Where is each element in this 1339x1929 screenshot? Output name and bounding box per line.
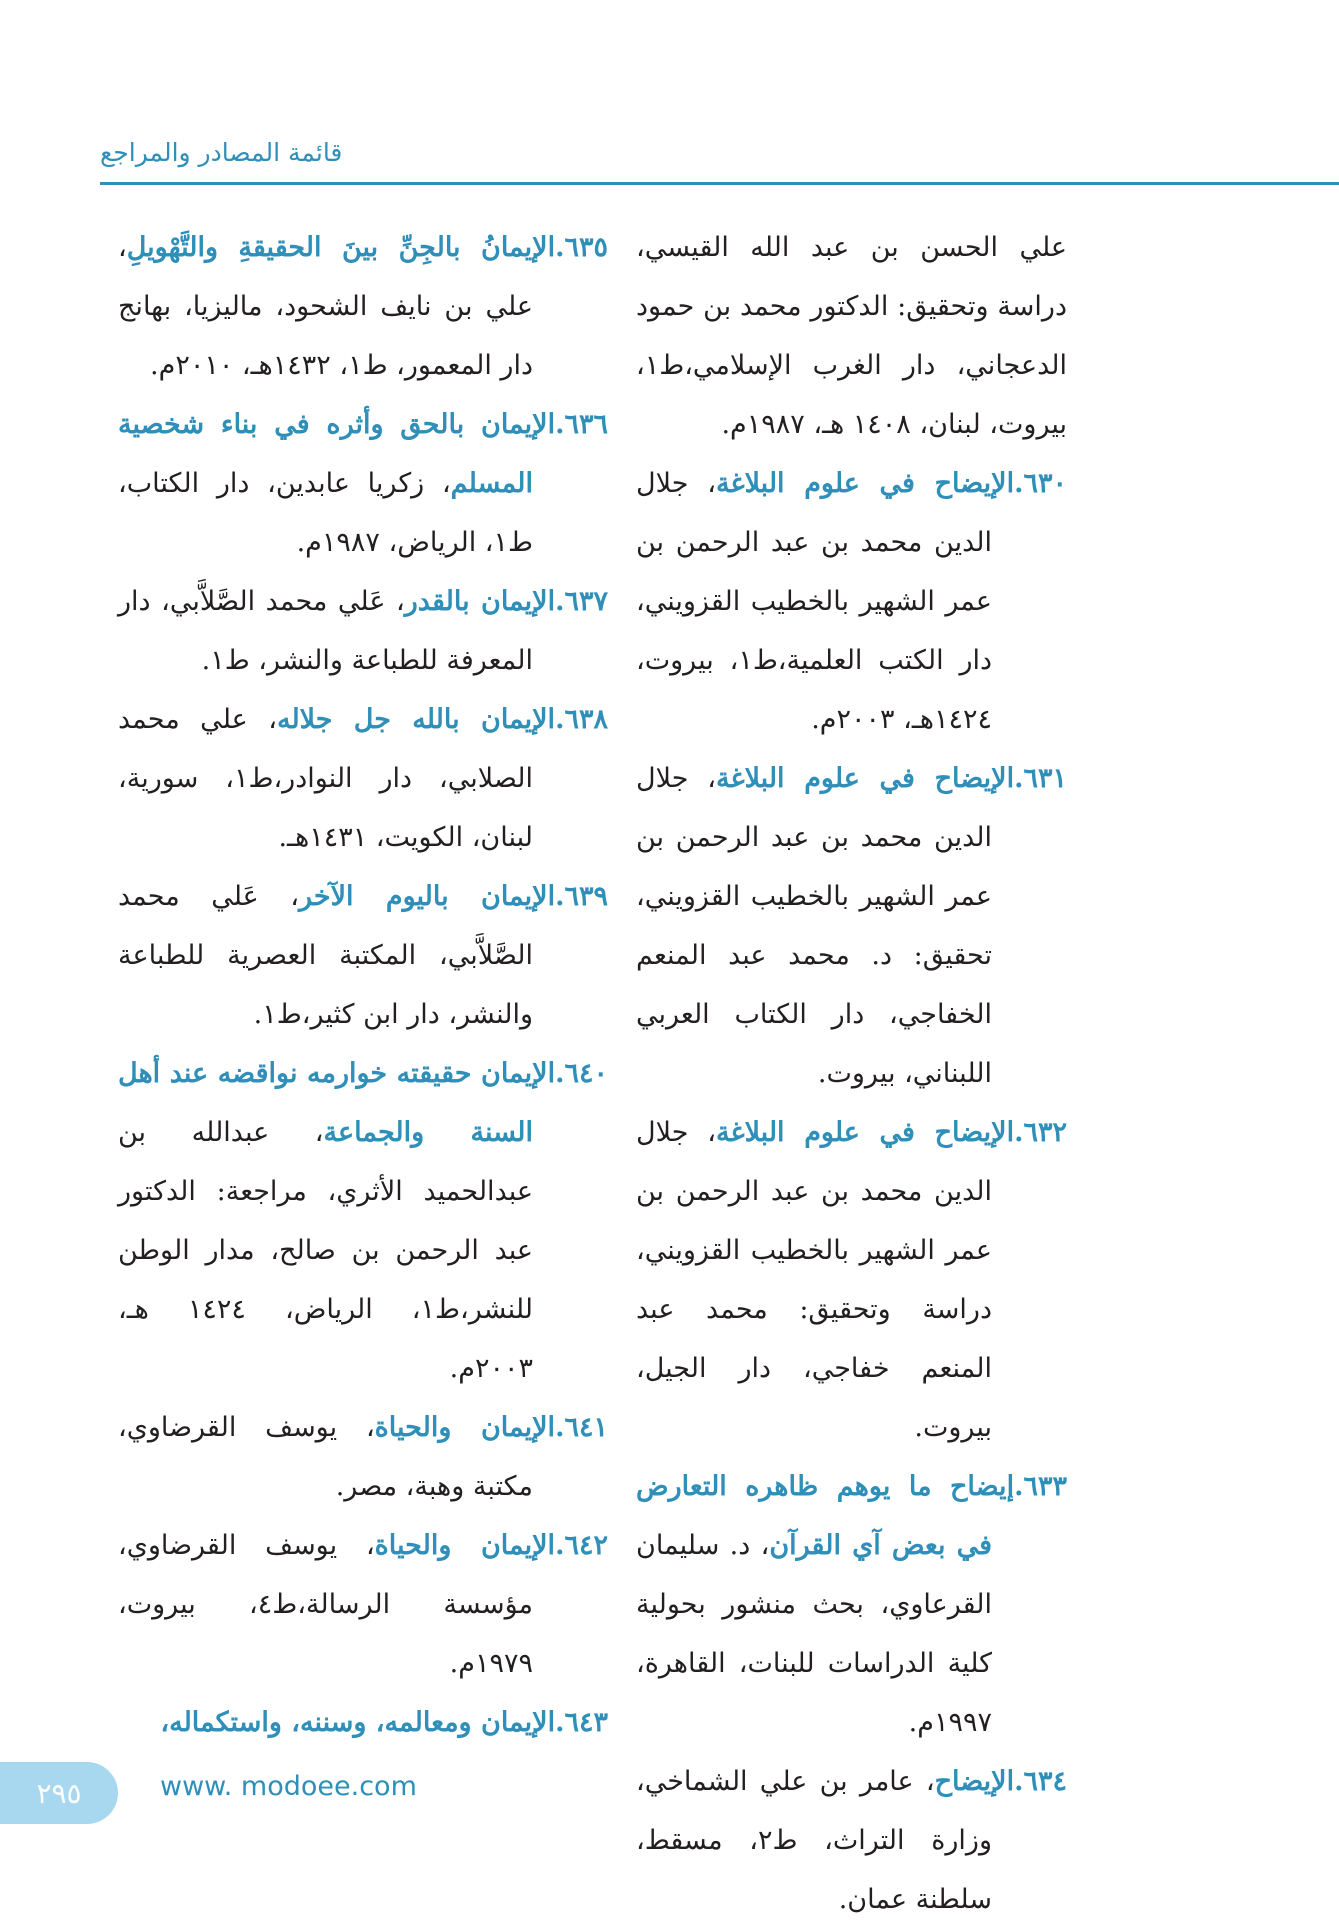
reference-entry <box>636 218 1067 454</box>
entry-title: الإيمان بالله جل جلاله <box>276 704 556 735</box>
website-link[interactable]: www. modoee.com <box>160 1771 417 1802</box>
entry-text: ، يوسف القرضاوي، مكتبة وهبة، مصر. <box>118 1412 533 1502</box>
entry-number: ٦٣٤. <box>1014 1766 1067 1797</box>
right-column <box>636 218 1067 1929</box>
entry-number: ٦٣٧. <box>555 586 608 617</box>
entry-text: ، عَلي محمد الصَّلاَّبي، دار المعرفة للطباعة والنشر، ط١. <box>118 586 533 676</box>
entry-text: ، جلال الدين محمد بن عبد الرحمن بن عمر الشهير بالخطيب القزويني، دار الكتب العلمية،ط١، بيروت، ١٤٢٤هـ، ٢٠٠٣م. <box>636 468 993 735</box>
reference-entry <box>118 1044 608 1398</box>
entry-title: الإيضاح في علوم البلاغة <box>715 1117 1015 1148</box>
entry-title: الإيمان والحياة <box>374 1412 556 1443</box>
entry-text: ، جلال الدين محمد بن عبد الرحمن بن عمر الشهير بالخطيب القزويني، تحقيق: د. محمد عبد المنعم الخفاجي، دار الكتاب العربي اللبناني، بيروت. <box>636 763 992 1089</box>
entry-number: ٦٤٣. <box>555 1707 608 1738</box>
entry-text: ، عبدالله بن عبدالحميد الأثري، مراجعة: الدكتور عبد الرحمن بن صالح، مدار الوطن للنشر،ط١، الرياض، ١٤٢٤ هـ، ٢٠٠٣م. <box>118 1117 533 1384</box>
entry-title: الإيضاح في علوم البلاغة <box>715 468 1015 499</box>
entry-number: ٦٣١. <box>1014 763 1068 794</box>
entry-title: الإيضاح <box>934 1766 1015 1797</box>
entry-number: ٦٣٠. <box>1014 468 1068 499</box>
entry-text: ، عامر بن علي الشماخي، وزارة التراث، ط٢، مسقط، سلطنة عمان. <box>636 1766 992 1915</box>
entry-text: ، علي محمد الصلابي، دار النوادر،ط١، سورية، لبنان، الكويت، ١٤٣١هـ. <box>118 704 533 853</box>
entry-text: ، عَلي محمد الصَّلاَّبي، المكتبة العصرية للطباعة والنشر، دار ابن كثير،ط١. <box>118 881 533 1030</box>
header-rule <box>100 182 1339 185</box>
running-header-title: قائمة المصادر والمراجع <box>100 138 343 167</box>
reference-entry <box>118 572 608 690</box>
entry-text: ، يوسف القرضاوي، مؤسسة الرسالة،ط٤، بيروت، ١٩٧٩م. <box>118 1530 533 1679</box>
entry-title: الإيمان ومعالمه، وسننه، واستكماله، <box>160 1707 556 1738</box>
entry-title: الإيمانُ بالجِنِّ بينَ الحقيقةِ والتَّهْويلِ <box>126 232 556 263</box>
entry-text: ، علي بن نايف الشحود، ماليزيا، بهانج دار المعمور، ط١، ١٤٣٢هـ، ٢٠١٠م. <box>118 232 533 381</box>
entry-title: الإيضاح في علوم البلاغة <box>715 763 1015 794</box>
entry-number: ٦٣٢. <box>1014 1117 1068 1148</box>
entry-number: ٦٣٩. <box>555 881 608 912</box>
entry-title: الإيمان والحياة <box>374 1530 556 1561</box>
entry-number: ٦٣٥. <box>555 232 608 263</box>
entry-title: الإيمان بالحق وأثره في بناء شخصية المسلم <box>118 409 556 499</box>
reference-entry <box>636 1103 1067 1457</box>
entry-title: الإيمان حقيقته خوارمه نواقضه عند أهل السنة والجماعة <box>118 1058 556 1148</box>
reference-entry <box>118 1693 608 1752</box>
entry-text: ، جلال الدين محمد بن عبد الرحمن بن عمر الشهير بالخطيب القزويني، دراسة وتحقيق: محمد عبد المنعم خفاجي، دار الجيل، بيروت. <box>636 1117 992 1443</box>
reference-entry <box>118 867 608 1044</box>
page-number-badge <box>0 1762 118 1824</box>
left-column <box>118 218 608 1752</box>
reference-entry <box>636 1752 1067 1929</box>
entry-number: ٦٤١. <box>555 1412 608 1443</box>
entry-text: علي الحسن بن عبد الله القيسي، دراسة وتحقيق: الدكتور محمد بن حمود الدعجاني، دار الغرب الإسلامي،ط١، بيروت، لبنان، ١٤٠٨ هـ، ١٩٨٧م. <box>636 232 1067 440</box>
entry-number: ٦٣٨. <box>555 704 608 735</box>
entry-number: ٦٤٢. <box>555 1530 608 1561</box>
entry-title: الإيمان باليوم الآخر <box>299 881 556 912</box>
reference-entry <box>636 454 1067 749</box>
entry-text: ، د. سليمان القرعاوي، بحث منشور بحولية كلية الدراسات للبنات، القاهرة، ١٩٩٧م. <box>636 1530 992 1738</box>
reference-entry <box>636 749 1067 1103</box>
entry-text: ، زكريا عابدين، دار الكتاب، ط١، الرياض، ١٩٨٧م. <box>118 468 533 558</box>
reference-entry <box>118 218 608 395</box>
reference-entry <box>636 1457 1067 1752</box>
reference-entry <box>118 690 608 867</box>
page-number: ٢٩٥ <box>36 1776 82 1810</box>
entry-number: ٦٣٣. <box>1014 1471 1067 1502</box>
entry-title: إيضاح ما يوهم ظاهره التعارض في بعض آي القرآن <box>636 1471 1015 1561</box>
entry-number: ٦٤٠. <box>555 1058 608 1089</box>
entry-number: ٦٣٦. <box>555 409 608 440</box>
reference-entry <box>118 395 608 572</box>
reference-entry <box>118 1398 608 1516</box>
entry-title: الإيمان بالقدر <box>404 586 556 617</box>
reference-entry <box>118 1516 608 1693</box>
